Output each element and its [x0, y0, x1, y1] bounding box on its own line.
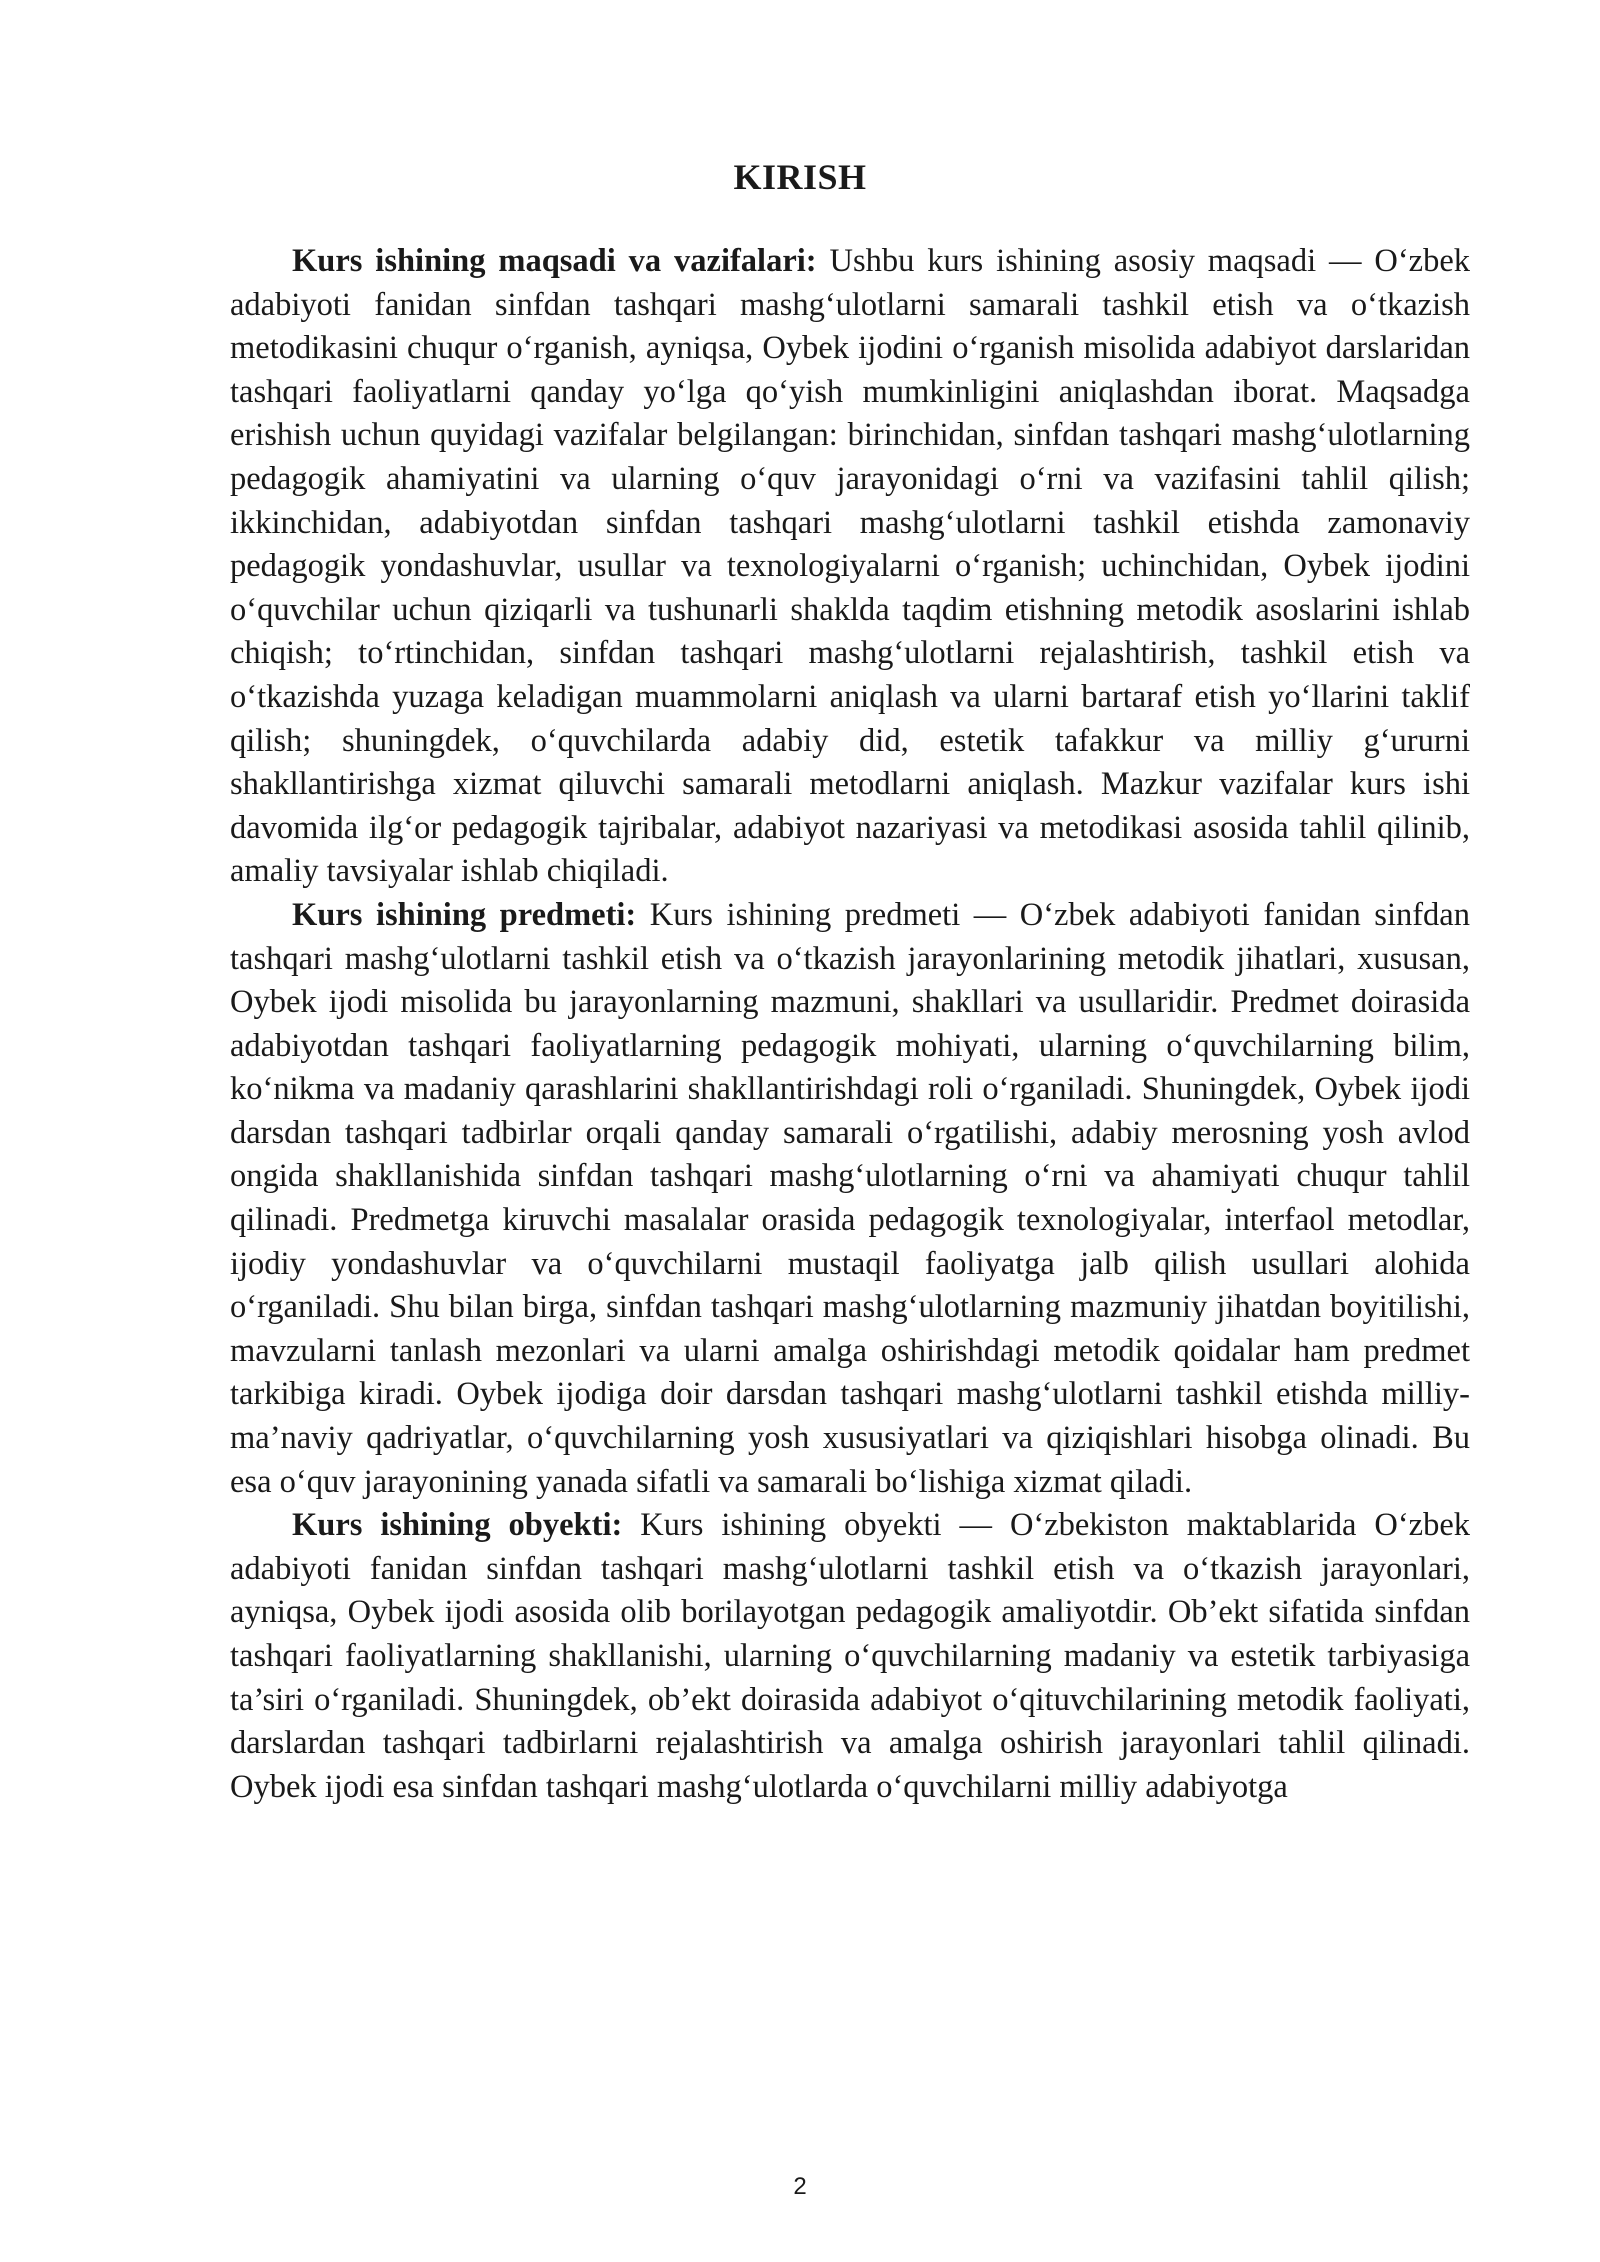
paragraph-text: Ushbu kurs ishining asosiy maqsadi — O‘zbek adabiyoti fanidan sinfdan tashqari mashg‘ulotlarni samarali tashkil etish va o‘tkazish metodikasini chuqur o‘rganish, ayniqsa, Oybek ijodini o‘rganish misolida adabiyot darslaridan tashqari faoliyatlarni qanday yo‘lga qo‘yish mumkinligini aniqlashdan iborat. Maqsadga erishish uchun quyidagi vazifalar belgilangan: birinchidan, sinfdan tashqari mashg‘ulotlarning pedagogik ahamiyatini va ularning o‘quv jarayonidagi o‘rni va vazifasini tahlil qilish; ikkinchidan, adabiyotdan sinfdan tashqari mashg‘ulotlarni tashkil etishda zamonaviy pedagogik yondashuvlar, usullar va texnologiyalarni o‘rganish; uchinchidan, Oybek ijodini o‘quvchilar uchun qiziqarli va tushunarli shaklda taqdim etishning metodik asoslarini ishlab chiqish; to‘rtinchidan, sinfdan tashqari mashg‘ulotlarni rejalashtirish, tashkil etish va o‘tkazishda yuzaga keladigan muammolarni aniqlash va ularni bartaraf etish yo‘llarini taklif qilish; shuningdek, o‘quvchilarda adabiy did, estetik tafakkur va milliy g‘ururni shakllantirishga xizmat qiluvchi samarali metodlarni aniqlash. Mazkur vazifalar kurs ishi davomida ilg‘or pedagogik tajribalar, adabiyot nazariyasi va metodikasi asosida tahlil qilinib, amaliy tavsiyalar ishlab chiqiladi.	[230, 243, 1471, 890]
paragraph-heading: Kurs ishining obyekti:	[292, 1507, 623, 1544]
page-title: KIRISH	[733, 157, 867, 197]
paragraph-text: Kurs ishining predmeti — O‘zbek adabiyoti fanidan sinfdan tashqari mashg‘ulotlarni tashkil etish va o‘tkazish jarayonlarining metodik jihatlari, xususan, Oybek ijodi misolida bu jarayonlarning mazmuni, shakllari va usullaridir. Predmet doirasida adabiyotdan tashqari faoliyatlarning pedagogik mohiyati, ularning o‘quvchilarning bilim, ko‘nikma va madaniy qarashlarini shakllantirishdagi roli o‘rganiladi. Shuningdek, Oybek ijodi darsdan tashqari tadbirlar orqali qanday samarali o‘rgatilishi, adabiy merosning yosh avlod ongida shakllanishida sinfdan tashqari mashg‘ulotlarning o‘rni va ahamiyati chuqur tahlil qilinadi. Predmetga kiruvchi masalalar orasida pedagogik texnologiyalar, interfaol metodlar, ijodiy yondashuvlar va o‘quvchilarni mustaqil faoliyatga jalb qilish usullari alohida o‘rganiladi. Shu bilan birga, sinfdan tashqari mashg‘ulotlarning mazmuniy jihatdan boyitilishi, mavzularni tanlash mezonlari va ularni amalga oshirishdagi metodik qoidalar ham predmet tarkibiga kiradi. Oybek ijodiga doir darsdan tashqari mashg‘ulotlarni tashkil etishda milliy-ma’naviy qadriyatlar, o‘quvchilarning yosh xususiyatlari va qiziqishlari hisobga olinadi. Bu esa o‘quv jarayonining yanada sifatli va samarali bo‘lishiga xizmat qiladi.	[230, 896, 1470, 1500]
paragraph-predmet	[230, 894, 1470, 1504]
paragraph-obyekt	[230, 1504, 1470, 1809]
page-number: 2	[793, 2173, 807, 2200]
paragraph-heading: Kurs ishining maqsadi va vazifalari:	[292, 243, 817, 279]
paragraph-maqsad	[230, 240, 1470, 894]
document-body	[230, 240, 1470, 1809]
paragraph-heading: Kurs ishining predmeti:	[292, 896, 637, 933]
paragraph-text: Kurs ishining obyekti — O‘zbekiston maktablarida O‘zbek adabiyoti fanidan sinfdan tashqari mashg‘ulotlarni tashkil etish va o‘tkazish jarayonlari, ayniqsa, Oybek ijodi asosida olib borilayotgan pedagogik amaliyotdir. Ob’ekt sifatida sinfdan tashqari faoliyatlarning shakllanishi, ularning o‘quvchilarning madaniy va estetik tarbiyasiga ta’siri o‘rganiladi. Shuningdek, ob’ekt doirasida adabiyot o‘qituvchilarining metodik faoliyati, darslardan tashqari tadbirlarni rejalashtirish va amalga oshirish jarayonlari tahlil qilinadi. Oybek ijodi esa sinfdan tashqari mashg‘ulotlarda o‘quvchilarni milliy adabiyotga	[230, 1507, 1471, 1805]
